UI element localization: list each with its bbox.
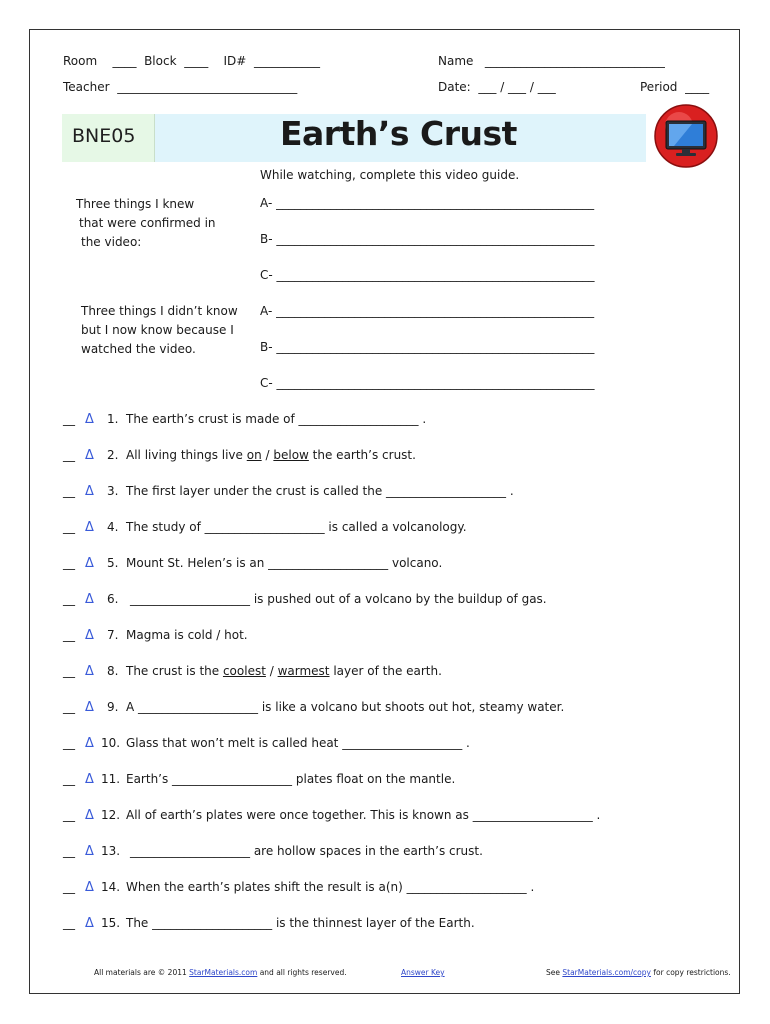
option-on[interactable]: on <box>246 448 262 462</box>
triangle-icon: Δ <box>85 916 94 931</box>
copy-restrictions-link[interactable]: StarMaterials.com/copy <box>562 968 651 977</box>
question-10 <box>63 736 470 754</box>
block-blank: ____ <box>184 54 209 68</box>
question-12 <box>63 808 601 826</box>
learned-label-line: watched the video. <box>81 342 196 356</box>
answer-blank[interactable]: __ <box>63 880 75 894</box>
triangle-icon: Δ <box>85 808 94 823</box>
question-text-pre: The crust is the <box>126 664 223 678</box>
question-number: 2. <box>107 448 119 462</box>
question-number: 3. <box>107 484 119 498</box>
instructions: While watching, complete this video guide. <box>260 168 520 182</box>
answer-blank[interactable]: __ <box>63 556 75 570</box>
question-5 <box>63 556 443 574</box>
restrictions-text: for copy restrictions. <box>650 968 731 977</box>
question-number: 15. <box>101 916 121 930</box>
answer-blank[interactable]: __ <box>63 916 75 930</box>
period-label: Period <box>640 80 678 94</box>
id-label: ID# <box>223 54 247 68</box>
knew-label-line: that were confirmed in <box>79 216 216 230</box>
question-number: 5. <box>107 556 119 570</box>
video-code-box <box>62 114 155 162</box>
period-blank: ____ <box>685 80 710 94</box>
answer-blank[interactable]: __ <box>63 844 75 858</box>
answer-line-c[interactable]: C- _____________________________________________________ <box>260 376 595 390</box>
question-number: 6. <box>107 592 119 606</box>
question-text: All of earth’s plates were once together. This is known as ____________________ . <box>126 808 601 822</box>
id-blank: ___________ <box>253 54 320 68</box>
knew-label-line: Three things I knew <box>76 197 195 211</box>
triangle-icon: Δ <box>85 844 94 859</box>
answer-blank[interactable]: __ <box>63 628 75 642</box>
answer-key-link[interactable]: Answer Key <box>401 968 445 977</box>
question-text: A ____________________ is like a volcano but shoots out hot, steamy water. <box>126 700 565 714</box>
question-text: The earth’s crust is made of ____________________ . <box>126 412 427 426</box>
option-below[interactable]: below <box>273 448 309 462</box>
answer-blank[interactable]: __ <box>63 592 75 606</box>
question-text <box>126 664 442 678</box>
question-15 <box>63 916 475 934</box>
learned-label-line: but I now know because I <box>81 323 234 337</box>
starmaterials-link[interactable]: StarMaterials.com <box>189 968 258 977</box>
question-1 <box>63 412 427 430</box>
triangle-icon: Δ <box>85 412 94 427</box>
question-number: 4. <box>107 520 119 534</box>
question-3 <box>63 484 514 502</box>
room-blank: ____ <box>112 54 137 68</box>
question-6 <box>63 592 547 610</box>
question-text: The study of ____________________ is called a volcanology. <box>126 520 467 534</box>
answer-blank[interactable]: __ <box>63 808 75 822</box>
question-text: Magma is cold / hot. <box>126 628 248 642</box>
question-number: 7. <box>107 628 119 642</box>
triangle-icon: Δ <box>85 664 94 679</box>
answer-blank[interactable]: __ <box>63 736 75 750</box>
question-number: 14. <box>101 880 121 894</box>
question-9 <box>63 700 565 718</box>
question-14 <box>63 880 535 898</box>
triangle-icon: Δ <box>85 448 94 463</box>
triangle-icon: Δ <box>85 484 94 499</box>
triangle-icon: Δ <box>85 700 94 715</box>
date-field[interactable] <box>438 80 556 94</box>
copyright-text: All materials are © 2011 <box>94 968 190 977</box>
video-code: BNE05 <box>72 125 136 147</box>
answer-blank[interactable]: __ <box>63 520 75 534</box>
teacher-blank: ______________________________ <box>117 80 298 94</box>
tv-icon <box>652 104 720 168</box>
question-text-post: layer of the earth. <box>329 664 442 678</box>
question-13 <box>63 844 483 862</box>
option-coolest[interactable]: coolest <box>222 664 266 678</box>
knew-label-line: the video: <box>81 235 142 249</box>
question-number: 13. <box>101 844 121 858</box>
question-text: The ____________________ is the thinnest layer of the Earth. <box>126 916 475 930</box>
room-field[interactable] <box>63 54 320 68</box>
answer-line-c[interactable]: C- _____________________________________________________ <box>260 268 595 282</box>
copyright-notice <box>94 968 347 977</box>
answer-line-a[interactable]: A- _____________________________________________________ <box>260 196 595 210</box>
question-text: When the earth’s plates shift the result is a(n) ____________________ . <box>126 880 535 894</box>
triangle-icon: Δ <box>85 736 94 751</box>
teacher-field[interactable] <box>63 80 297 94</box>
answer-blank[interactable]: __ <box>63 484 75 498</box>
triangle-icon: Δ <box>85 628 94 643</box>
question-11 <box>63 772 456 790</box>
option-separator: / <box>265 664 278 678</box>
question-number: 9. <box>107 700 119 714</box>
question-text: ____________________ is pushed out of a volcano by the buildup of gas. <box>130 592 547 606</box>
option-warmest[interactable]: warmest <box>277 664 330 678</box>
name-blank: ______________________________ <box>484 54 665 68</box>
question-number: 1. <box>107 412 119 426</box>
question-text: Earth’s ____________________ plates float on the mantle. <box>126 772 456 786</box>
learned-label <box>81 302 238 359</box>
date-label: Date: <box>438 80 471 94</box>
name-field[interactable] <box>438 54 665 68</box>
triangle-icon: Δ <box>85 520 94 535</box>
triangle-icon: Δ <box>85 556 94 571</box>
question-4 <box>63 520 467 538</box>
answer-blank[interactable]: __ <box>63 772 75 786</box>
answer-blank[interactable]: __ <box>63 448 75 462</box>
question-text-post: the earth’s crust. <box>308 448 416 462</box>
question-text: Glass that won’t melt is called heat ____________________ . <box>126 736 470 750</box>
name-label: Name <box>438 54 474 68</box>
answer-blank[interactable]: __ <box>63 664 75 678</box>
see-text: See <box>546 968 563 977</box>
date-blank: ___ / ___ / ___ <box>478 80 556 94</box>
answer-line-b[interactable]: B- _____________________________________________________ <box>260 232 595 246</box>
question-7 <box>63 628 248 646</box>
question-number: 12. <box>101 808 121 822</box>
question-number: 10. <box>101 736 121 750</box>
question-text <box>126 448 416 462</box>
question-text-pre: All living things live <box>126 448 247 462</box>
period-field[interactable] <box>640 80 709 94</box>
question-text: The first layer under the crust is called the ____________________ . <box>126 484 514 498</box>
question-2 <box>63 448 416 466</box>
answer-line-a[interactable]: A- _____________________________________________________ <box>260 304 595 318</box>
copyright-text-end: and all rights reserved. <box>257 968 347 977</box>
block-label: Block <box>144 54 177 68</box>
learned-label-line: Three things I didn’t know <box>81 304 238 318</box>
page-title: Earth’s Crust <box>280 114 517 153</box>
answer-blank[interactable]: __ <box>63 412 75 426</box>
knew-label <box>76 195 216 252</box>
room-label: Room <box>63 54 98 68</box>
teacher-label: Teacher <box>63 80 110 94</box>
triangle-icon: Δ <box>85 592 94 607</box>
triangle-icon: Δ <box>85 772 94 787</box>
question-text: ____________________ are hollow spaces in the earth’s crust. <box>130 844 483 858</box>
question-number: 11. <box>101 772 121 786</box>
answer-line-b[interactable]: B- _____________________________________________________ <box>260 340 595 354</box>
triangle-icon: Δ <box>85 880 94 895</box>
answer-blank[interactable]: __ <box>63 700 75 714</box>
question-8 <box>63 664 442 682</box>
question-number: 8. <box>107 664 119 678</box>
option-separator: / <box>261 448 274 462</box>
question-text: Mount St. Helen’s is an ____________________ volcano. <box>126 556 443 570</box>
copy-restrictions-notice <box>546 968 731 977</box>
